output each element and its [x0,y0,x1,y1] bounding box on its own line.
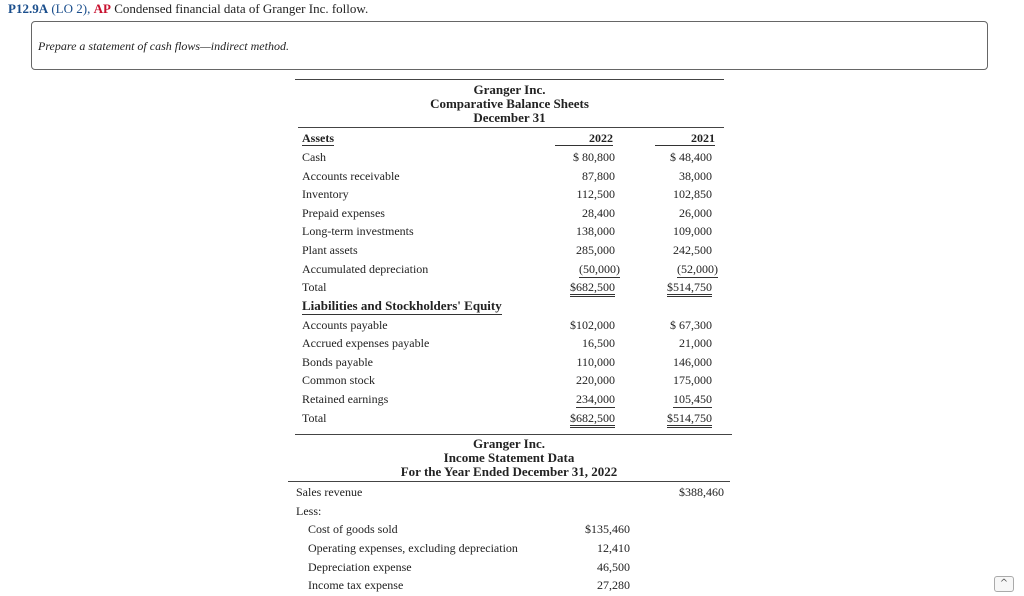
liability-prior: 21,000 [679,336,712,350]
year-current-header: 2022 [555,131,613,146]
liability-label: Accrued expenses payable [302,336,430,350]
problem-description: Condensed financial data of Granger Inc. follow. [114,1,369,16]
bs-date: December 31 [473,110,546,125]
expense-value: 46,500 [597,560,630,574]
asset-current: 285,000 [576,243,615,257]
asset-label: Accumulated depreciation [302,262,429,276]
asset-current: 87,800 [582,169,615,183]
liability-total-label: Total [302,411,327,425]
expense-label: Operating expenses, excluding depreciation [308,541,518,555]
asset-current: $ 80,800 [573,150,615,164]
asset-prior: (52,000) [677,262,718,276]
is-header-rule [288,481,730,482]
bs-top-rule [295,79,724,80]
scroll-up-button[interactable] [994,576,1014,592]
chevron-up-icon: ^ [999,578,1009,589]
bs-header-rule [298,127,724,128]
learning-objective: (LO 2) [51,1,88,16]
expense-value: $135,460 [585,522,630,536]
liabilities-header: Liabilities and Stockholders' Equity [302,298,502,313]
asset-total-prior: $514,750 [667,280,712,297]
liability-current: $102,000 [570,318,615,332]
liability-total-current: $682,500 [570,411,615,428]
is-title: Income Statement Data [443,450,575,465]
asset-prior: 242,500 [673,243,712,257]
instructions-box [31,21,988,70]
liability-label: Retained earnings [302,392,389,406]
liability-total-prior: $514,750 [667,411,712,428]
sales-revenue-value: $388,460 [679,485,724,499]
asset-current: 28,400 [582,206,615,220]
liability-prior: 175,000 [673,373,712,387]
problem-title: P12.9A (LO 2), AP Condensed financial data of Granger Inc. follow. [8,1,369,16]
sales-revenue-label: Sales revenue [296,485,363,499]
expense-value: 12,410 [597,541,630,555]
asset-prior: 38,000 [679,169,712,183]
year-prior-header: 2021 [655,131,715,146]
liability-prior: 105,450 [673,392,712,406]
asset-current: 138,000 [576,224,615,238]
less-label: Less: [296,504,322,518]
is-period: For the Year Ended December 31, 2022 [400,464,618,479]
asset-label: Accounts receivable [302,169,400,183]
instructions-text: Prepare a statement of cash flows—indirect method. [38,39,289,53]
expense-label: Cost of goods sold [308,522,398,536]
asset-prior: $ 48,400 [670,150,712,164]
liability-label: Bonds payable [302,355,373,369]
liability-current: 16,500 [582,336,615,350]
asset-prior: 102,850 [673,187,712,201]
expense-label: Depreciation expense [308,560,412,574]
asset-prior: 109,000 [673,224,712,238]
is-company: Granger Inc. [473,436,545,451]
liability-prior: $ 67,300 [670,318,712,332]
ap-tag: AP [93,1,111,16]
bs-bottom-rule [295,434,732,435]
asset-prior: 26,000 [679,206,712,220]
asset-label: Prepaid expenses [302,206,385,220]
liability-current: 110,000 [576,355,615,369]
expense-label: Income tax expense [308,578,404,592]
liability-current: 234,000 [576,392,615,406]
asset-current: (50,000) [579,262,620,276]
bs-company: Granger Inc. [473,82,546,97]
asset-label: Cash [302,150,326,164]
assets-header: Assets [302,131,334,145]
asset-total-current: $682,500 [570,280,615,297]
asset-total-label: Total [302,280,327,294]
expense-value: 27,280 [597,578,630,592]
liability-label: Accounts payable [302,318,388,332]
bs-title: Comparative Balance Sheets [430,96,589,111]
liability-label: Common stock [302,373,376,387]
asset-current: 112,500 [576,187,615,201]
asset-label: Long-term investments [302,224,414,238]
asset-label: Inventory [302,187,349,201]
problem-code: P12.9A [8,1,49,16]
liability-prior: 146,000 [673,355,712,369]
liability-current: 220,000 [576,373,615,387]
asset-label: Plant assets [302,243,358,257]
